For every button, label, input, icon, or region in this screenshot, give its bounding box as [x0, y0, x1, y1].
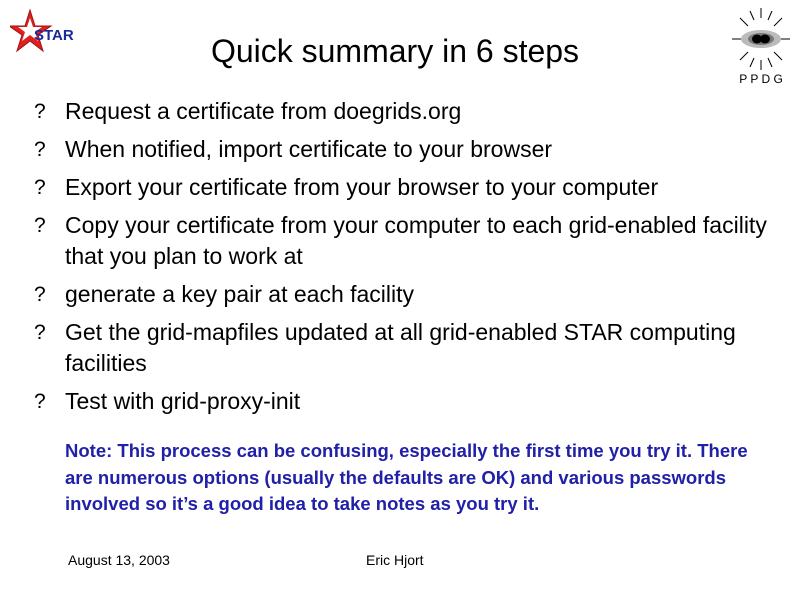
footer-author: Eric Hjort: [366, 552, 424, 568]
star-logo-text: STAR: [34, 27, 74, 44]
list-item: [34, 317, 774, 379]
list-item: [34, 134, 774, 165]
list-item: [34, 96, 774, 127]
footer-date: August 13, 2003: [68, 552, 170, 568]
slide-title: Quick summary in 6 steps: [210, 33, 580, 69]
bullet-mark: ?: [34, 138, 46, 161]
list-item-text: Export your certificate from your browser to your computer: [65, 174, 659, 200]
bullet-mark: ?: [34, 390, 46, 413]
list-item-text: generate a key pair at each facility: [65, 281, 415, 307]
bullet-mark: ?: [34, 100, 46, 123]
list-item-text: When notified, import certificate to your browser: [65, 136, 553, 162]
list-item-text: Request a certificate from doegrids.org: [65, 98, 462, 124]
bullet-mark: ?: [34, 321, 46, 344]
bullet-mark: ?: [34, 283, 46, 306]
list-item: [34, 279, 774, 310]
list-item: [34, 210, 774, 272]
bullet-mark: ?: [34, 214, 46, 237]
list-item-text: Copy your certificate from your computer to each grid-enabled facility that you plan to work at: [65, 212, 767, 269]
bullet-mark: ?: [34, 176, 46, 199]
steps-list: [34, 96, 774, 424]
list-item-text: Test with grid-proxy-init: [65, 388, 301, 414]
list-item-text: Get the grid-mapfiles updated at all grid-enabled STAR computing facilities: [65, 319, 736, 376]
list-item: [34, 172, 774, 203]
note-text: Note: This process can be confusing, especially the first time you try it. There are numerous options (usually the defaults are OK) and various passwords involved so it’s a good idea to take notes as you try it.: [65, 440, 748, 514]
ppdg-logo: [728, 6, 794, 88]
list-item: [34, 386, 774, 417]
ppdg-logo-text: P P D G: [739, 72, 783, 86]
